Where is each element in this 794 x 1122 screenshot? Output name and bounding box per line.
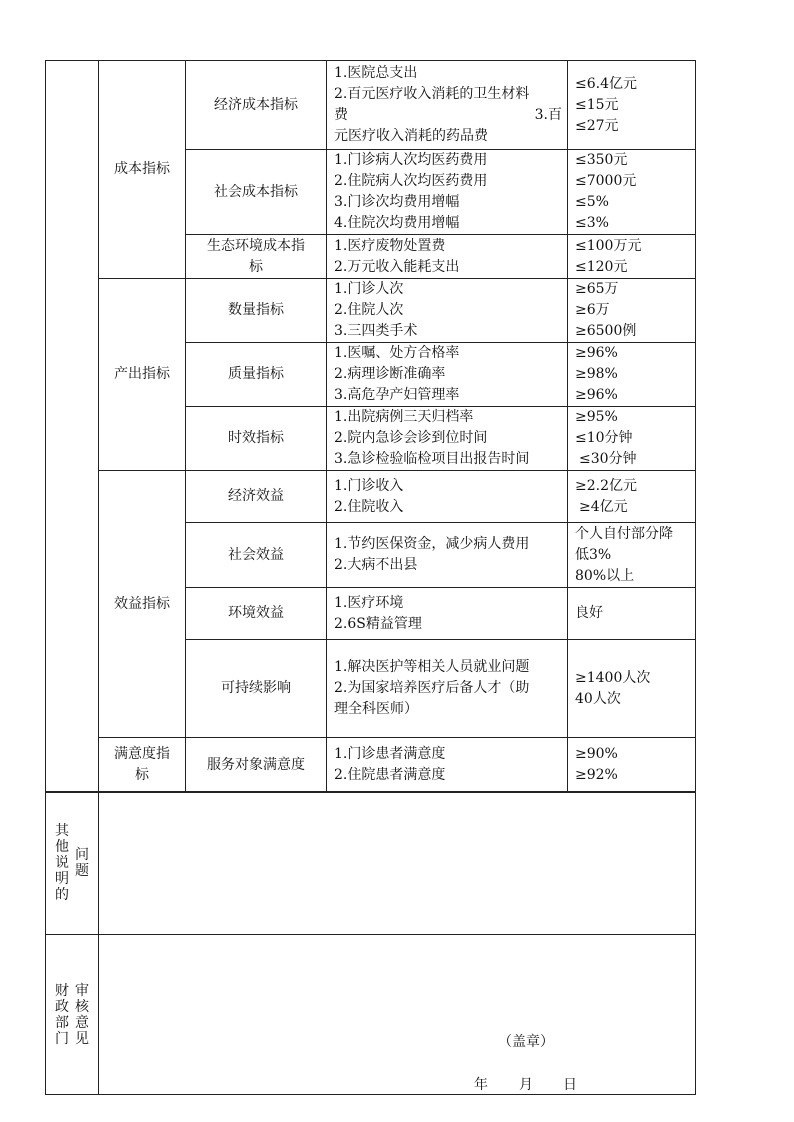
quantity-items	[327, 279, 568, 343]
value-item: ≤30分钟	[579, 451, 637, 467]
timeliness-values	[568, 407, 696, 471]
list-item: 2.为国家培养医疗后备人才（助	[334, 680, 530, 696]
date-year-label: 年	[474, 1077, 488, 1093]
list-item: 1.门诊人次	[334, 281, 404, 297]
value-item: 低3%	[575, 546, 612, 563]
list-item: 3.高危孕产妇管理率	[334, 387, 460, 403]
list-item: 1.门诊患者满意度	[334, 746, 446, 762]
finance-review-content[interactable]	[99, 935, 696, 1095]
date-day-label: 日	[563, 1077, 577, 1093]
value-item: ≤100万元	[575, 237, 642, 254]
list-item: 2.病理诊断准确率	[334, 366, 446, 382]
list-item: 2.万元收入能耗支出	[334, 258, 460, 275]
value-item: ≥96%	[575, 345, 618, 361]
list-item: 2.住院人次	[334, 302, 404, 318]
list-item: 2.6S精益管理	[334, 615, 422, 632]
value-item: ≤120元	[575, 258, 628, 275]
list-item: 1.医嘱、处方合格率	[334, 345, 460, 361]
value-item: ≥96%	[575, 387, 618, 403]
list-item: 1.医疗废物处置费	[334, 237, 446, 254]
timeliness-items	[327, 407, 568, 471]
social-cost-label: 社会成本指标	[186, 150, 327, 235]
eco-cost-label: 生态环境成本指 标	[186, 235, 327, 279]
value-item: 40人次	[575, 690, 621, 707]
list-item: 1.解决医护等相关人员就业问题	[334, 659, 530, 675]
performance-indicator-table	[45, 60, 696, 793]
value-item: ≥1400人次	[575, 669, 651, 686]
satisfaction-indicator-label: 满意度指 标	[99, 738, 186, 793]
list-item: 3.急诊检验临检项目出报告时间	[334, 451, 530, 467]
value-item: ≥4亿元	[579, 498, 628, 515]
env-benefit-label: 环境效益	[186, 588, 327, 640]
value-item: ≥98%	[575, 366, 618, 382]
value-item: ≤350元	[575, 152, 628, 168]
econ-cost-values	[568, 61, 696, 150]
econ-benefit-label: 经济效益	[186, 471, 327, 523]
other-notes-label: 其 他 说 明 的 问 题	[46, 792, 99, 935]
value-item: ≥92%	[575, 767, 618, 783]
value-item: ≤10分钟	[575, 430, 633, 446]
value-item: ≥6万	[575, 302, 610, 318]
eco-cost-items	[327, 235, 568, 279]
list-item: 2.院内急诊会诊到位时间	[334, 430, 488, 446]
finance-review-label: 财 政 部 门 审 核 意 见	[46, 935, 99, 1095]
date-month-label: 月	[519, 1077, 533, 1093]
list-item: 4.住院次均费用增幅	[334, 215, 460, 231]
service-satisfaction-label: 服务对象满意度	[186, 738, 327, 793]
list-item: 理全科医师）	[334, 701, 418, 717]
econ-benefit-items	[327, 471, 568, 523]
quality-label: 质量指标	[186, 343, 327, 407]
other-notes-content[interactable]	[99, 792, 696, 935]
list-item: 费	[334, 107, 348, 123]
value-item: ≥65万	[575, 281, 619, 297]
sustain-items	[327, 640, 568, 738]
service-items	[327, 738, 568, 793]
value-item: 个人自付部分降	[575, 525, 673, 542]
quality-items	[327, 343, 568, 407]
social-cost-items	[327, 150, 568, 235]
quality-values	[568, 343, 696, 407]
value-item: 80%以上	[575, 567, 635, 584]
value-item: ≤6.4亿元	[575, 75, 637, 92]
quantity-values	[568, 279, 696, 343]
list-item: 元医疗收入消耗的药品费	[334, 128, 488, 144]
notes-and-review-table	[45, 791, 696, 1095]
quantity-label: 数量指标	[186, 279, 327, 343]
social-benefit-label: 社会效益	[186, 523, 327, 588]
value-item: ≥6500例	[575, 323, 637, 339]
env-benefit-values	[568, 588, 696, 640]
list-item: 1.门诊病人次均医药费用	[334, 152, 488, 168]
social-cost-values	[568, 150, 696, 235]
list-item: 1.节约医保资金，减少病人费用	[334, 536, 530, 552]
value-item: ≤5%	[575, 194, 609, 210]
list-item: 3.三四类手术	[334, 323, 418, 339]
timeliness-label: 时效指标	[186, 407, 327, 471]
econ-benefit-values	[568, 471, 696, 523]
env-benefit-items	[327, 588, 568, 640]
social-benefit-values	[568, 523, 696, 588]
value-item: ≤7000元	[575, 173, 637, 189]
benefit-indicator-label: 效益指标	[99, 471, 186, 738]
list-item: 1.医疗环境	[334, 594, 404, 611]
sustain-values	[568, 640, 696, 738]
eco-cost-values	[568, 235, 696, 279]
econ-cost-items	[327, 61, 568, 150]
value-item: ≥2.2亿元	[575, 477, 637, 494]
list-item: 2.住院收入	[334, 498, 404, 515]
econ-cost-label: 经济成本指标	[186, 61, 327, 150]
list-item: 2.百元医疗收入消耗的卫生材料	[334, 86, 530, 102]
service-values	[568, 738, 696, 793]
value-item: ≤3%	[575, 215, 609, 231]
value-item: 良好	[575, 605, 603, 621]
first-level-indicator-cell	[46, 61, 99, 793]
list-item: 1.出院病例三天归档率	[334, 409, 474, 425]
stamp-label: （盖章）	[498, 1034, 554, 1050]
value-item: ≤27元	[575, 117, 619, 134]
list-item: 3.门诊次均费用增幅	[334, 194, 460, 210]
list-item: 2.住院患者满意度	[334, 767, 446, 783]
list-item: 2.住院病人次均医药费用	[334, 173, 488, 189]
list-item: 1.门诊收入	[334, 477, 404, 494]
value-item: ≥95%	[575, 409, 618, 425]
list-item: 3.百	[534, 107, 562, 123]
cost-indicator-label: 成本指标	[99, 61, 186, 279]
list-item: 2.大病不出县	[334, 557, 418, 573]
output-indicator-label: 产出指标	[99, 279, 186, 471]
value-item: ≥90%	[575, 746, 618, 762]
social-benefit-items	[327, 523, 568, 588]
value-item: ≤15元	[575, 96, 619, 113]
list-item: 1.医院总支出	[334, 65, 418, 81]
sustain-label: 可持续影响	[186, 640, 327, 738]
